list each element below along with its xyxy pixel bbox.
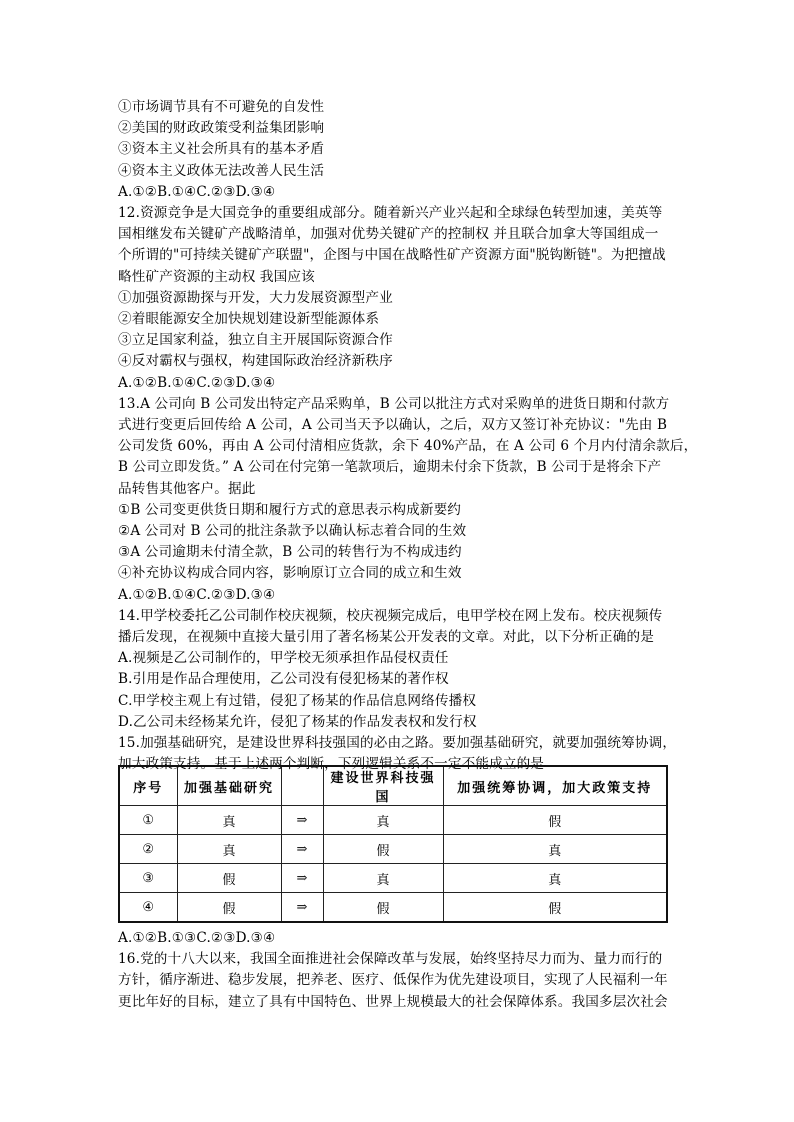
- text-line: 公司发货 60%，再由 A 公司付清相应货款，余下 40%产品，在 A 公司 6 个月内付清余款后，: [118, 438, 698, 455]
- text-line: ②A 公司对 B 公司的批注条款予以确认标志着合同的生效: [118, 523, 467, 539]
- cell-basic-research: 真: [177, 835, 281, 864]
- text-line: 式进行变更后回传给 A 公司，A 公司当天予以确认，之后，双方又签订补充协议："先由 B: [118, 417, 668, 433]
- row-index: ①: [119, 806, 177, 835]
- text-line: 方针，循序渐进、稳步发展，把养老、医疗、低保作为优先建设项目，实现了人民福利一年: [118, 972, 668, 989]
- implies-arrow-icon: ⇒: [281, 864, 323, 893]
- cell-tech-power: 真: [323, 864, 443, 893]
- text-line: D.乙公司未经杨某允许，侵犯了杨某的作品发表权和发行权: [118, 713, 477, 730]
- cell-policy-support: 假: [443, 806, 667, 835]
- text-line: A.①②B.①③C.②③D.③④: [118, 930, 276, 946]
- text-line: ①市场调节具有不可避免的自发性: [118, 99, 325, 115]
- header-arrow: [281, 766, 323, 806]
- text-line: A.①②B.①④C.②③D.③④: [118, 374, 276, 391]
- implies-arrow-icon: ⇒: [281, 806, 323, 835]
- table-row: [119, 893, 667, 923]
- cell-policy-support: 假: [443, 893, 667, 923]
- text-line: ①加强资源勘探与开发，大力发展资源型产业: [118, 289, 393, 306]
- row-index: ③: [119, 864, 177, 893]
- text-line: A.①②B.①④C.②③D.③④: [118, 183, 276, 200]
- text-line: ②美国的财政政策受利益集团影响: [118, 120, 325, 137]
- cell-tech-power: 真: [323, 806, 443, 835]
- cell-policy-support: 真: [443, 864, 667, 893]
- text-line: 略性矿产资源的主动权 我国应该: [118, 268, 315, 285]
- text-line: ③资本主义社会所具有的基本矛盾: [118, 141, 325, 158]
- text-line: ②着眼能源安全加快规划建设新型能源体系: [118, 311, 380, 327]
- text-line: ①B 公司变更供货日期和履行方式的意思表示构成新要约: [118, 501, 462, 518]
- text-line: 加大政策支持。基于上述两个判断，下列逻辑关系不一定不能成立的是: [118, 756, 545, 773]
- text-line: ③立足国家利益，独立自主开展国际资源合作: [118, 332, 393, 349]
- table-row: [119, 835, 667, 864]
- implies-arrow-icon: ⇒: [281, 893, 323, 923]
- text-line: 更比年好的目标，建立了具有中国特色、世界上规模最大的社会保障体系。我国多层次社会: [118, 993, 668, 1010]
- text-line: A.视频是乙公司制作的，甲学校无须承担作品侵权责任: [118, 650, 449, 667]
- text-line: 品转售其他客户。据此: [118, 480, 256, 497]
- text-line: ④资本主义政体无法改善人民生活: [118, 162, 325, 179]
- text-line: 15.加强基础研究，是建设世界科技强国的必由之路。要加强基础研究，就要加强统筹协调，: [118, 735, 677, 751]
- cell-basic-research: 假: [177, 893, 281, 923]
- table-row: [119, 806, 667, 835]
- row-index: ④: [119, 893, 177, 923]
- cell-basic-research: 假: [177, 864, 281, 893]
- text-line: 12.资源竞争是大国竞争的重要组成部分。随着新兴产业兴起和全球绿色转型加速，美英等: [118, 205, 663, 221]
- header-index: 序号: [119, 766, 177, 806]
- text-line: 个所谓的"可持续关键矿产联盟"，企图与中国在战略性矿产资源方面"脱钩断链"。为把擅战: [118, 247, 666, 264]
- text-line: ③A 公司逾期未付清全款，B 公司的转售行为不构成违约: [118, 544, 462, 561]
- text-line: 13.A 公司向 B 公司发出特定产品采购单，B 公司以批注方式对采购单的进货日期和付款方: [118, 395, 670, 412]
- text-line: 16.党的十八大以来，我国全面推进社会保障改革与发展，始终坚持尽力而为、量力而行的: [118, 951, 663, 968]
- text-line: B.引用是作品合理使用，乙公司没有侵犯杨某的著作权: [118, 671, 449, 688]
- header-tech-power: 建设世界科技强国: [323, 766, 443, 806]
- text-line: ④补充协议构成合同内容，影响原订立合同的成立和生效: [118, 565, 462, 582]
- text-line: C.甲学校主观上有过错，侵犯了杨某的作品信息网络传播权: [118, 692, 477, 709]
- cell-basic-research: 真: [177, 806, 281, 835]
- row-index: ②: [119, 835, 177, 864]
- text-line: 14.甲学校委托乙公司制作校庆视频，校庆视频完成后，电甲学校在网上发布。校庆视频传: [118, 607, 663, 624]
- text-line: 国相继发布关键矿产战略清单，加强对优势关键矿产的控制权 并且联合加拿大等国组成一: [118, 226, 659, 243]
- table-header-row: [119, 766, 667, 806]
- text-line: A.①②B.①④C.②③D.③④: [118, 586, 276, 603]
- cell-policy-support: 真: [443, 835, 667, 864]
- text-line: B 公司立即发货。” A 公司在付完第一笔款项后，逾期未付余下货款，B 公司于是将余下产: [118, 459, 662, 476]
- implies-arrow-icon: ⇒: [281, 835, 323, 864]
- text-line: ④反对霸权与强权，构建国际政治经济新秩序: [118, 353, 393, 370]
- logic-table: [118, 765, 670, 925]
- header-basic-research: 加强基础研究: [177, 766, 281, 806]
- cell-tech-power: 假: [323, 835, 443, 864]
- cell-tech-power: 假: [323, 893, 443, 923]
- text-line: 播后发现，在视频中直接大量引用了著名杨某公开发表的文章。对此，以下分析正确的是: [118, 629, 655, 645]
- table-row: [119, 864, 667, 893]
- header-policy-support: 加强统筹协调，加大政策支持: [443, 766, 667, 806]
